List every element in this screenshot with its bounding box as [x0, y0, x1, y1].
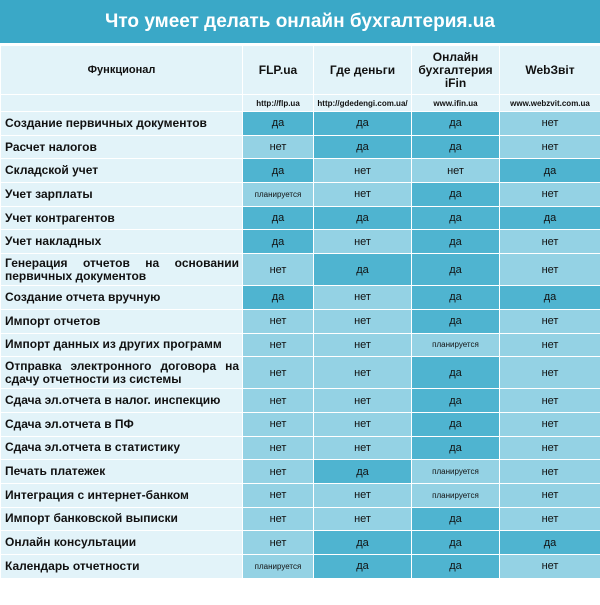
value-cell: нет: [500, 460, 600, 484]
url-ifin: www.ifin.ua: [412, 95, 500, 112]
feature-cell: Учет накладных: [1, 230, 243, 254]
value-cell: планируется: [412, 483, 500, 507]
value-cell: нет: [314, 309, 412, 333]
value-cell: да: [412, 286, 500, 310]
header-flp: FLP.ua: [243, 46, 314, 95]
table-row: [1, 286, 600, 310]
header-feature: Функционал: [1, 46, 243, 95]
value-cell: да: [500, 286, 600, 310]
table-row: [1, 135, 600, 159]
value-cell: нет: [314, 286, 412, 310]
table-row: [1, 183, 600, 207]
value-cell: нет: [412, 159, 500, 183]
value-cell: нет: [314, 483, 412, 507]
feature-cell: Создание первичных документов: [1, 112, 243, 136]
value-cell: да: [412, 112, 500, 136]
table-row: [1, 206, 600, 230]
value-cell: нет: [500, 309, 600, 333]
value-cell: нет: [500, 183, 600, 207]
value-cell: нет: [314, 357, 412, 389]
value-cell: нет: [500, 112, 600, 136]
value-cell: нет: [500, 389, 600, 413]
value-cell: да: [314, 531, 412, 555]
value-cell: да: [412, 183, 500, 207]
value-cell: да: [243, 230, 314, 254]
feature-cell: Складской учет: [1, 159, 243, 183]
feature-cell: Сдача эл.отчета в налог. инспекцию: [1, 389, 243, 413]
value-cell: да: [243, 159, 314, 183]
url-gdedengi: http://gdedengi.com.ua/: [314, 95, 412, 112]
feature-cell: Учет контрагентов: [1, 206, 243, 230]
value-cell: да: [412, 531, 500, 555]
feature-cell: Создание отчета вручную: [1, 286, 243, 310]
value-cell: да: [314, 460, 412, 484]
value-cell: нет: [314, 412, 412, 436]
value-cell: планируется: [412, 333, 500, 357]
table-row: [1, 357, 600, 389]
table-row: [1, 333, 600, 357]
value-cell: да: [500, 206, 600, 230]
url-flp: http://flp.ua: [243, 95, 314, 112]
value-cell: да: [243, 286, 314, 310]
value-cell: да: [412, 230, 500, 254]
comparison-table: [0, 45, 600, 579]
value-cell: нет: [500, 412, 600, 436]
value-cell: да: [412, 555, 500, 579]
table-body: [1, 112, 600, 579]
value-cell: да: [500, 159, 600, 183]
value-cell: нет: [243, 436, 314, 460]
table-row: [1, 159, 600, 183]
value-cell: да: [243, 206, 314, 230]
value-cell: да: [500, 531, 600, 555]
value-cell: да: [412, 206, 500, 230]
value-cell: нет: [500, 483, 600, 507]
feature-cell: Сдача эл.отчета в статистику: [1, 436, 243, 460]
value-cell: нет: [500, 507, 600, 531]
url-webzvit: www.webzvit.com.ua: [500, 95, 600, 112]
table-row: [1, 254, 600, 286]
value-cell: нет: [314, 389, 412, 413]
value-cell: нет: [243, 333, 314, 357]
value-cell: нет: [500, 135, 600, 159]
value-cell: нет: [243, 135, 314, 159]
feature-cell: Сдача эл.отчета в ПФ: [1, 412, 243, 436]
feature-cell: Календарь отчетности: [1, 555, 243, 579]
value-cell: нет: [500, 333, 600, 357]
header-gdedengi: Где деньги: [314, 46, 412, 95]
value-cell: да: [412, 254, 500, 286]
value-cell: нет: [243, 460, 314, 484]
url-row: [1, 95, 600, 112]
value-cell: да: [412, 507, 500, 531]
value-cell: да: [314, 135, 412, 159]
table-row: [1, 460, 600, 484]
value-cell: да: [243, 112, 314, 136]
value-cell: да: [412, 309, 500, 333]
table-row: [1, 389, 600, 413]
value-cell: нет: [314, 183, 412, 207]
value-cell: нет: [243, 507, 314, 531]
value-cell: да: [314, 206, 412, 230]
feature-cell: Учет зарплаты: [1, 183, 243, 207]
feature-cell: Импорт данных из других программ: [1, 333, 243, 357]
table-row: [1, 483, 600, 507]
feature-cell: Печать платежек: [1, 460, 243, 484]
value-cell: да: [412, 436, 500, 460]
value-cell: нет: [314, 159, 412, 183]
value-cell: нет: [243, 483, 314, 507]
value-cell: нет: [500, 230, 600, 254]
value-cell: нет: [314, 507, 412, 531]
table-row: [1, 412, 600, 436]
header-webzvit: WebЗвіт: [500, 46, 600, 95]
url-blank-cell: [1, 95, 243, 112]
value-cell: нет: [500, 436, 600, 460]
feature-cell: Отправка электронного договора на сдачу отчетности из системы: [1, 357, 243, 389]
value-cell: планируется: [243, 555, 314, 579]
table-row: [1, 230, 600, 254]
value-cell: нет: [243, 254, 314, 286]
value-cell: нет: [500, 357, 600, 389]
value-cell: планируется: [243, 183, 314, 207]
page-title: Что умеет делать онлайн бухгалтерия.ua: [0, 0, 600, 45]
feature-cell: Расчет налогов: [1, 135, 243, 159]
feature-cell: Импорт банковской выписки: [1, 507, 243, 531]
value-cell: нет: [243, 412, 314, 436]
value-cell: да: [412, 412, 500, 436]
value-cell: да: [412, 135, 500, 159]
value-cell: да: [314, 555, 412, 579]
feature-cell: Генерация отчетов на основании первичных документов: [1, 254, 243, 286]
value-cell: нет: [243, 309, 314, 333]
value-cell: нет: [500, 555, 600, 579]
value-cell: нет: [314, 436, 412, 460]
header-ifin: Онлайн бухгалтерия iFin: [412, 46, 500, 95]
feature-cell: Интеграция с интернет-банком: [1, 483, 243, 507]
value-cell: нет: [243, 389, 314, 413]
value-cell: да: [314, 112, 412, 136]
value-cell: нет: [314, 333, 412, 357]
table-row: [1, 555, 600, 579]
feature-cell: Онлайн консультации: [1, 531, 243, 555]
feature-cell: Импорт отчетов: [1, 309, 243, 333]
value-cell: нет: [314, 230, 412, 254]
table-row: [1, 507, 600, 531]
value-cell: да: [412, 357, 500, 389]
value-cell: да: [412, 389, 500, 413]
value-cell: да: [314, 254, 412, 286]
table-row: [1, 436, 600, 460]
table-row: [1, 309, 600, 333]
value-cell: планируется: [412, 460, 500, 484]
table-row: [1, 112, 600, 136]
value-cell: нет: [243, 357, 314, 389]
table-header-row: [1, 46, 600, 95]
value-cell: нет: [500, 254, 600, 286]
value-cell: нет: [243, 531, 314, 555]
table-row: [1, 531, 600, 555]
